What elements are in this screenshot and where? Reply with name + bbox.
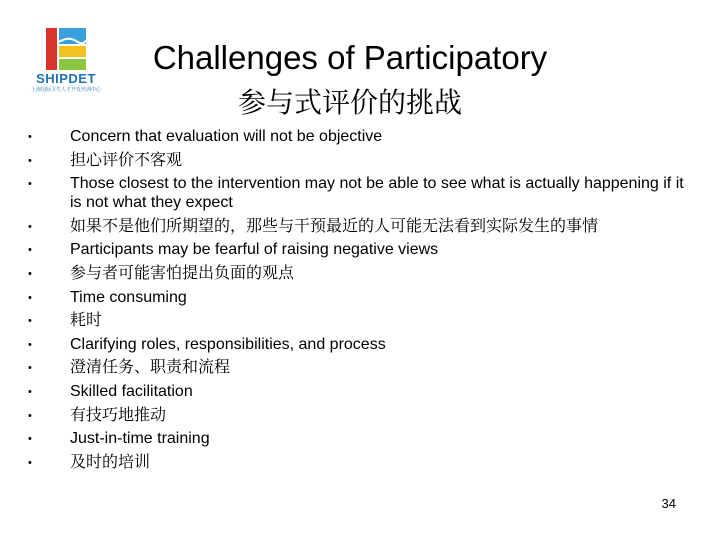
bullet-text: Just-in-time training <box>70 430 210 448</box>
bullet-text: Concern that evaluation will not be objective <box>70 128 383 145</box>
bullet-icon: • <box>28 456 32 469</box>
shipdet-logo-mark-icon <box>46 28 86 70</box>
bullet-text: Those closest to the intervention may not be able to see what is actually happening if it is not what they expect <box>70 175 684 212</box>
list-item <box>24 382 684 401</box>
list-item <box>24 127 684 146</box>
list-item <box>24 429 684 448</box>
bullet-icon: • <box>28 267 32 280</box>
bullet-icon: • <box>28 291 32 304</box>
logo-name: SHIPDET <box>36 71 96 86</box>
list-item <box>24 311 684 330</box>
bullet-icon: • <box>28 244 32 257</box>
bullet-text: Participants may be fearful of raising negative views <box>70 241 439 259</box>
slide-title: Challenges of Participatory <box>152 39 548 76</box>
bullet-text: 耗时 <box>70 312 103 330</box>
list-item <box>24 174 684 212</box>
bullet-list <box>24 127 684 476</box>
bullet-text: Clarifying roles, responsibilities, and process <box>70 335 386 353</box>
bullet-icon: • <box>28 409 32 422</box>
list-item <box>24 358 684 377</box>
bullet-icon: • <box>28 338 32 351</box>
list-item <box>24 453 684 472</box>
list-item <box>24 151 684 170</box>
list-item <box>24 240 684 259</box>
page-number: 34 <box>661 496 676 511</box>
shipdet-logo <box>30 28 102 96</box>
bullet-icon: • <box>28 433 32 446</box>
bullet-text: 参与者可能害怕提出负面的观点 <box>70 264 295 282</box>
bullet-icon: • <box>28 131 32 143</box>
bullet-icon: • <box>28 178 32 191</box>
bullet-text: 澄清任务、职责和流程 <box>70 359 231 377</box>
bullet-text: 担心评价不客观 <box>70 151 183 169</box>
bullet-text: 如果不是他们所期望的，那些与干预最近的人可能无法看到实际发生的事情 <box>70 217 599 235</box>
bullet-icon: • <box>28 385 32 398</box>
bullet-icon: • <box>28 220 32 233</box>
bullet-text: Time consuming <box>70 288 187 306</box>
list-item <box>24 264 684 283</box>
list-item <box>24 406 684 425</box>
list-item <box>24 335 684 354</box>
bullet-text: Skilled facilitation <box>70 382 193 400</box>
slide-title-chinese: 参与式评价的挑战 <box>237 87 462 118</box>
bullet-text: 及时的培训 <box>70 453 151 471</box>
bullet-icon: • <box>28 362 32 375</box>
list-item <box>24 217 684 236</box>
bullet-icon: • <box>28 154 32 167</box>
bullet-text: 有技巧地推动 <box>70 406 167 424</box>
logo-subtitle: 上海国际卫生人才开发培训中心 <box>30 87 101 93</box>
bullet-icon: • <box>28 315 32 328</box>
list-item <box>24 288 684 307</box>
